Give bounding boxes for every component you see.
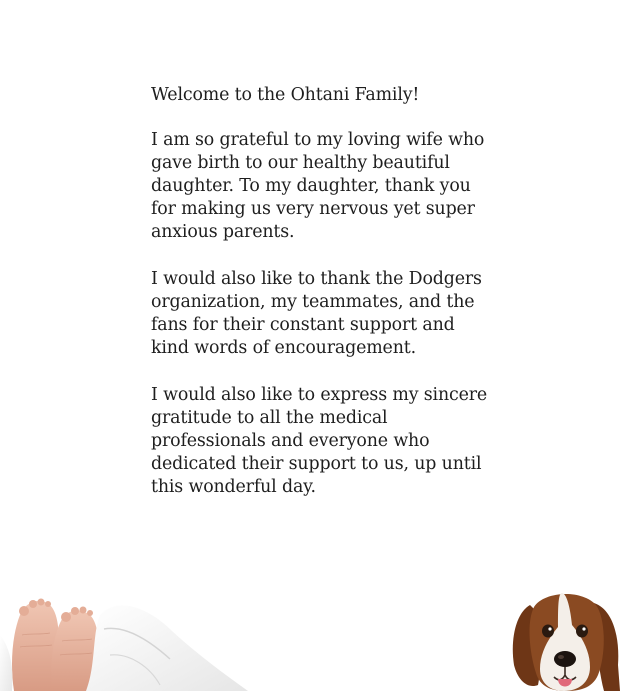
letter-line: organization, my teammates, and the xyxy=(151,292,475,312)
letter-line: gave birth to our healthy beautiful xyxy=(151,153,450,173)
letter-line: this wonderful day. xyxy=(151,477,316,497)
letter-line: fans for their constant support and xyxy=(151,315,455,335)
letter-line: I am so grateful to my loving wife who xyxy=(151,130,485,150)
letter xyxy=(151,84,491,523)
letter-line: gratitude to all the medical xyxy=(151,408,388,428)
letter-line: for making us very nervous yet super xyxy=(151,199,475,219)
letter-line: daughter. To my daughter, thank you xyxy=(151,176,471,196)
dog-photo xyxy=(508,585,620,691)
letter-line: kind words of encouragement. xyxy=(151,338,416,358)
letter-line: I would also like to thank the Dodgers xyxy=(151,269,482,289)
letter-line: professionals and everyone who xyxy=(151,431,430,451)
letter-line: dedicated their support to us, up until xyxy=(151,454,482,474)
paragraph-thanks-medical xyxy=(151,384,491,499)
paragraph-gratitude-family xyxy=(151,129,491,244)
baby-feet-photo xyxy=(0,575,250,691)
paragraph-thanks-dodgers xyxy=(151,268,491,360)
letter-line: I would also like to express my sincere xyxy=(151,385,488,405)
letter-greeting: Welcome to the Ohtani Family! xyxy=(151,85,420,105)
letter-line: anxious parents. xyxy=(151,222,295,242)
